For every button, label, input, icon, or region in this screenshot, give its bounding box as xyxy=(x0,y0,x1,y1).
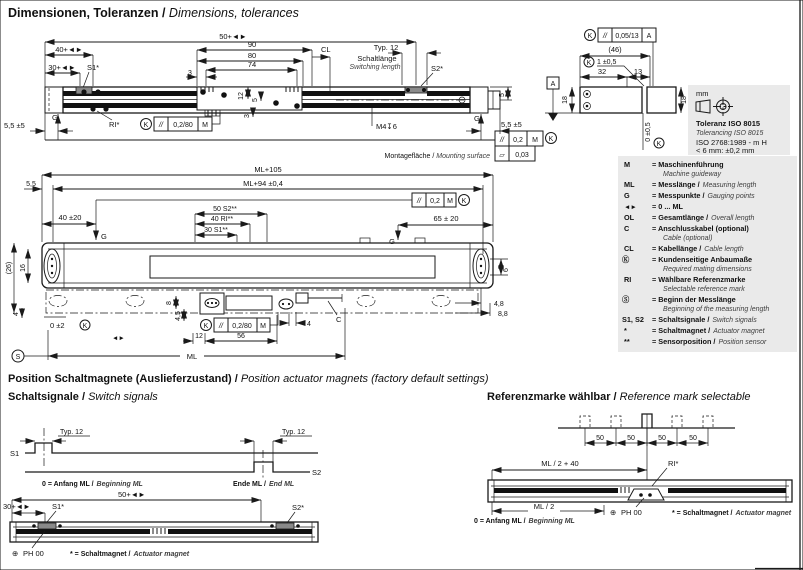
legend-sym: S1, S2 xyxy=(622,315,644,324)
svg-text:A: A xyxy=(646,33,652,40)
svg-text:M: M xyxy=(447,198,453,205)
dim-label: 74 xyxy=(247,60,257,69)
legend-row-en: Required mating dimensions xyxy=(663,266,752,273)
legend-row-en: Machine guideway xyxy=(663,171,721,178)
dim-label: ML / 2 xyxy=(533,502,555,511)
mating-symbol: K xyxy=(656,141,662,148)
legend-sym: OL xyxy=(624,213,635,222)
svg-text:K: K xyxy=(143,122,149,129)
dim-label: 4 xyxy=(307,321,311,328)
legend-sym: RI xyxy=(624,275,632,284)
legend-row: = Kabellänge / Cable length xyxy=(652,244,744,253)
svg-text:0,03: 0,03 xyxy=(515,152,529,159)
dim-label: 50+◄► xyxy=(118,490,146,499)
svg-text:M: M xyxy=(260,323,266,330)
beginning-ml-label: 0 = Anfang ML / Beginning ML xyxy=(42,481,143,488)
legend-sym: Ⓢ xyxy=(622,295,630,304)
page-title: Dimensionen, Toleranzen / Dimensions, tolerances xyxy=(8,6,299,20)
legend-row: = Anschlusskabel (optional) xyxy=(652,224,749,233)
tolerance-info-box xyxy=(688,85,790,155)
tolerance-value: < 6 mm: ±0,2 mm xyxy=(696,146,755,155)
legend-row-en: Cable (optional) xyxy=(663,235,713,242)
svg-text:K: K xyxy=(587,33,593,40)
section-title-signals: Schaltsignale / Switch signals xyxy=(8,391,158,403)
dim-label: 5,5 ±5 xyxy=(4,121,25,130)
tolerance-standard: Toleranz ISO 8015 xyxy=(696,119,761,128)
svg-text:A: A xyxy=(550,81,556,88)
ph-target-icon: ⊕ xyxy=(610,508,617,517)
dim-label: 50 S2** xyxy=(213,206,237,213)
ph-label: PH 00 xyxy=(621,508,642,517)
gauging-point-right: G xyxy=(474,114,480,123)
dim-label: 40+◄► xyxy=(55,45,83,54)
dim-label: (46) xyxy=(608,45,622,54)
s1-signal-label: S1 xyxy=(10,449,20,458)
legend-sym: ** xyxy=(624,337,630,346)
dim-label: 16 xyxy=(20,264,27,272)
units-label: mm xyxy=(696,89,709,98)
legend-row: = Maschinenführung xyxy=(652,160,724,169)
dim-label: 5,5 ±5 xyxy=(501,120,522,129)
dim-label: 3 xyxy=(188,70,192,77)
dim-label: 30+◄► xyxy=(3,502,31,511)
dim-label: Typ. 12 xyxy=(373,43,399,52)
dim-label: 30 S1** xyxy=(204,227,228,234)
end-ml-label: Ende ML / End ML xyxy=(233,481,295,488)
ml-begin-symbol: S xyxy=(15,354,21,361)
dim-label: 8 xyxy=(166,301,173,305)
zero-to-ml-symbol: ◄► xyxy=(112,335,125,342)
s1-label: S1* xyxy=(87,63,100,72)
svg-text:0,2/80: 0,2/80 xyxy=(232,323,252,330)
tolerance-standard-en: Tolerancing ISO 8015 xyxy=(696,130,764,137)
dim-label: 1 ±0,5 xyxy=(597,59,617,66)
dim-label: (26) xyxy=(6,261,13,275)
s2-label: S2* xyxy=(292,503,305,512)
s2-signal-label: S2 xyxy=(312,468,322,477)
iso-standard: ISO 2768:1989 - m H xyxy=(696,138,767,147)
cable-length-label: CL xyxy=(321,45,331,54)
svg-text://: // xyxy=(219,323,223,330)
dim-label: 6 xyxy=(503,268,510,272)
beginning-ml-label: 0 = Anfang ML / Beginning ML xyxy=(474,518,575,525)
scanning-head xyxy=(628,489,664,500)
dim-label: 50+◄► xyxy=(219,32,247,41)
dim-label: ML / 2 + 40 xyxy=(541,459,579,468)
dim-label: 5 xyxy=(499,93,506,97)
section-title-refmark: Referenzmarke wählbar / Reference mark selectable xyxy=(487,391,751,403)
mating-symbol: K xyxy=(586,60,592,67)
dim-label: 12 xyxy=(195,333,203,340)
dim-label: 12 xyxy=(238,92,245,100)
svg-text:▱: ▱ xyxy=(499,152,505,159)
svg-text:K: K xyxy=(203,323,209,330)
switching-length-label: Schaltlänge xyxy=(357,54,397,63)
dim-label: 50 xyxy=(627,435,635,442)
svg-text:K: K xyxy=(461,198,467,205)
dim-label: 5,5 xyxy=(26,181,36,188)
gauging-point-left: G xyxy=(52,113,58,122)
dim-label: 40 ±20 xyxy=(58,213,82,222)
legend-row: = Sensorposition / Position sensor xyxy=(652,337,767,346)
dim-label: 50 xyxy=(658,435,666,442)
svg-text:M: M xyxy=(202,122,208,129)
gauging-point: G xyxy=(389,237,395,246)
magnet-note: * = Schaltmagnet / Actuator magnet xyxy=(70,551,190,558)
mating-symbol: K xyxy=(82,323,88,330)
dim-label: ML xyxy=(186,352,198,361)
legend-row-en: Selectable reference mark xyxy=(663,286,745,293)
legend-sym: ◄► xyxy=(624,204,637,211)
legend xyxy=(618,156,797,352)
svg-text:0,2: 0,2 xyxy=(513,137,523,144)
ph-label: PH 00 xyxy=(23,549,44,558)
legend-row: = 0 ... ML xyxy=(652,202,684,211)
dim-label: 80 xyxy=(247,51,257,60)
svg-text://: // xyxy=(417,198,421,205)
dim-label: 30+◄► xyxy=(48,63,76,72)
dim-label: 13 xyxy=(633,67,643,76)
dim-label: Typ. 12 xyxy=(282,429,305,436)
dim-label: 8,8 xyxy=(498,311,508,318)
section-title-magnets: Position Schaltmagnete (Auslieferzustand) / Position actuator magnets (factory default settings) xyxy=(8,373,489,385)
legend-row-en: Beginning of the measuring length xyxy=(663,306,770,313)
dim-label: Typ. 12 xyxy=(60,429,83,436)
legend-row: = Messpunkte / Gauging points xyxy=(652,191,755,200)
legend-row: = Wählbare Referenzmarke xyxy=(652,275,746,284)
legend-row: = Schaltmagnet / Actuator magnet xyxy=(652,326,765,335)
svg-text:K: K xyxy=(548,136,554,143)
dim-label: 4,5 xyxy=(175,311,182,321)
svg-text://: // xyxy=(159,122,163,129)
svg-text:0,05/13: 0,05/13 xyxy=(615,33,639,40)
dim-label: ML+105 xyxy=(254,165,282,174)
dim-label: 0 ±2 xyxy=(50,321,65,330)
legend-sym: C xyxy=(624,224,630,233)
ri-label: RI* xyxy=(668,459,679,468)
dim-label: 0 ±0,5 xyxy=(645,122,652,142)
switching-length-label-en: Switching length xyxy=(349,64,401,71)
magnet-note: * = Schaltmagnet / Actuator magnet xyxy=(672,510,792,517)
ri-label: RI* xyxy=(109,120,120,129)
actuator-magnet-s1 xyxy=(38,523,56,529)
legend-sym: * xyxy=(624,326,627,335)
dim-label: 50 xyxy=(596,435,604,442)
mounting-surface-label: Montagefläche / Mounting surface xyxy=(384,153,490,160)
legend-sym: CL xyxy=(624,244,634,253)
dim-label: 4 xyxy=(13,312,20,316)
actuator-magnet-s2 xyxy=(276,523,294,529)
svg-text:M: M xyxy=(532,137,538,144)
svg-text:0,2: 0,2 xyxy=(430,198,440,205)
dim-label: 3 xyxy=(244,114,251,118)
legend-sym: Ⓚ xyxy=(622,255,630,264)
dim-label: 4,8 xyxy=(494,301,504,308)
dim-label: ML+94 ±0,4 xyxy=(243,179,283,188)
svg-text://: // xyxy=(603,33,607,40)
s1-label: S1* xyxy=(52,502,65,511)
ph-target-icon: ⊕ xyxy=(12,549,19,558)
dim-label: 40 RI** xyxy=(210,216,234,223)
dim-label: 18 xyxy=(562,96,569,104)
dim-label: 65 ± 20 xyxy=(433,214,459,223)
dim-label: 5 xyxy=(252,98,259,102)
s2-label: S2* xyxy=(431,64,444,73)
legend-row: = Messlänge / Measuring length xyxy=(652,180,757,189)
legend-row: = Beginn der Messlänge xyxy=(652,295,736,304)
gauging-point: G xyxy=(101,232,107,241)
legend-sym: M xyxy=(624,160,631,169)
legend-sym: G xyxy=(624,191,630,200)
dim-label: 18 xyxy=(681,96,688,104)
legend-row: = Gesamtlänge / Overall length xyxy=(652,213,755,222)
cable-label: C xyxy=(336,315,342,324)
svg-text:0,2/80: 0,2/80 xyxy=(173,122,193,129)
dim-label: 56 xyxy=(237,333,245,340)
svg-text://: // xyxy=(500,137,504,144)
thread-callout: M4↧6 xyxy=(376,122,397,131)
legend-row: = Schaltsignale / Switch signals xyxy=(652,315,757,324)
dim-label: 32 xyxy=(597,67,607,76)
dim-label: 90 xyxy=(247,40,257,49)
dim-label: 50 xyxy=(689,435,697,442)
legend-row: = Kundenseitige Anbaumaße xyxy=(652,255,753,264)
legend-sym: ML xyxy=(624,180,635,189)
